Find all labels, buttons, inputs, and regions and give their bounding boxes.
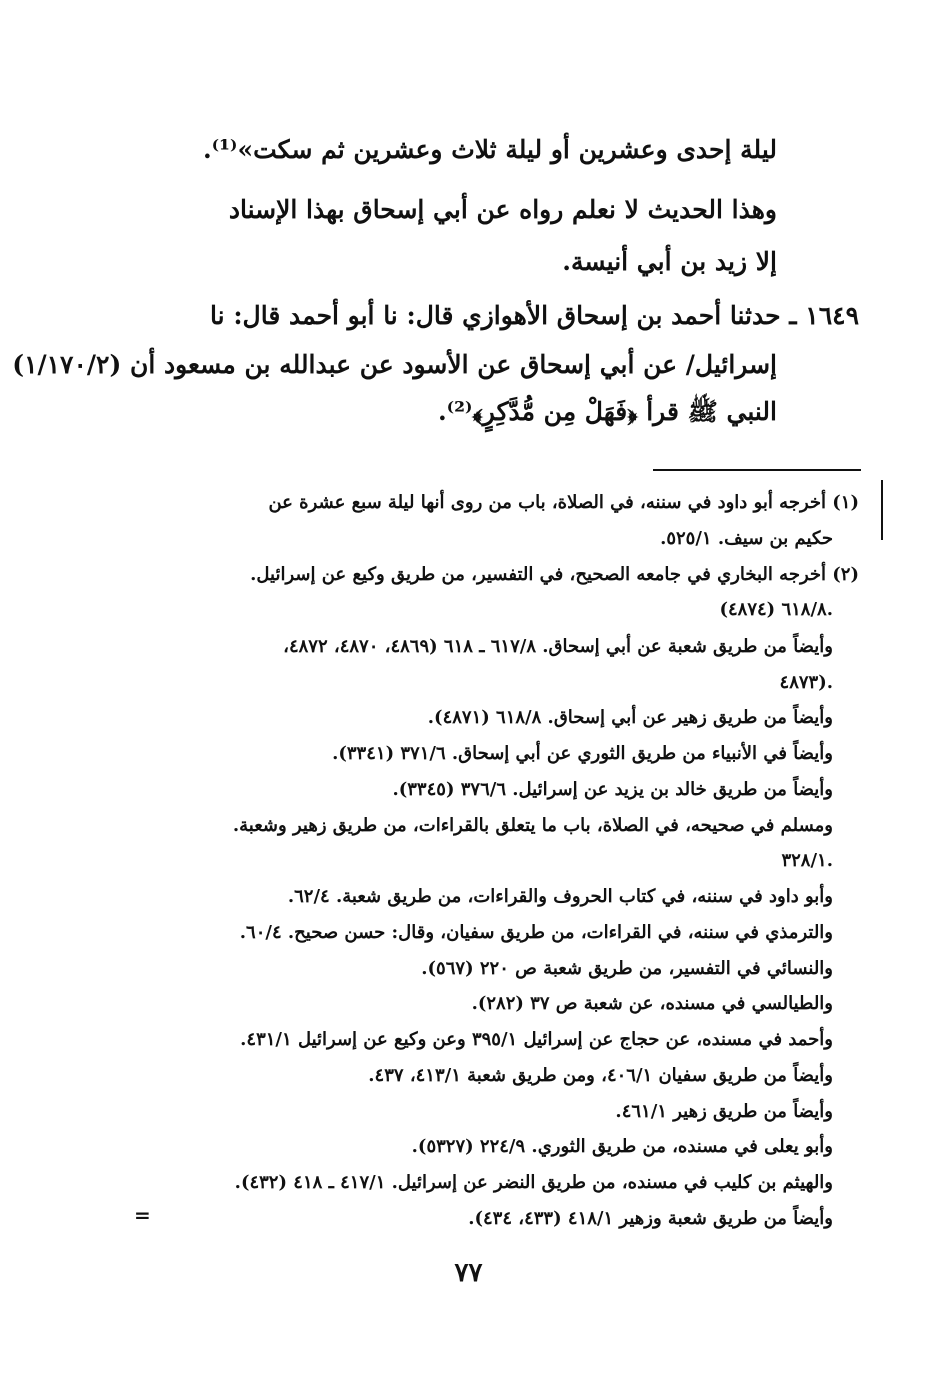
footnote-2-line-1: (٢) أخرجه البخاري في جامعه الصحيح، في التفسير، من طريق وكيع عن إسرائيل.	[250, 564, 859, 585]
main-line-2: وهذا الحديث لا نعلم رواه عن أبي إسحاق بهذا الإسناد	[228, 195, 777, 224]
footnote-line: والطيالسي في مسنده، عن شعبة ص ٣٧ (٢٨٢).	[471, 993, 833, 1014]
margin-bar	[881, 480, 883, 540]
footnote-line: وأيضاً من طريق زهير ٤٦١/١.	[615, 1101, 833, 1122]
footnote-line: وأحمد في مسنده، عن حجاج عن إسرائيل ٣٩٥/١ وعن وكيع عن إسرائيل ٤٣١/١.	[240, 1029, 833, 1050]
main-line-1: ليلة إحدى وعشرين أو ليلة ثلاث وعشرين ثم سكت»⁽¹⁾.	[202, 135, 777, 164]
page-number: ٧٧	[454, 1258, 483, 1288]
footnote-line: ٤٨٧٣).	[779, 672, 833, 693]
footnote-line: وأيضاً من طريق شعبة عن أبي إسحاق. ٦١٧/٨ ـ ٦١٨ (٤٨٦٩، ٤٨٧٠، ٤٨٧٢،	[283, 636, 833, 657]
footnote-line: وأيضاً من طريق سفيان ٤٠٦/١، ومن طريق شعبة ٤١٣/١، ٤٣٧.	[368, 1065, 833, 1086]
footnote-line: والهيثم بن كليب في مسنده، من طريق النضر عن إسرائيل. ٤١٧/١ ـ ٤١٨ (٤٣٢).	[234, 1172, 833, 1193]
hadith-1649-line-3: النبي ﷺ قرأ ﴿فَهَلْ مِن مُّدَّكِرٍ﴾⁽²⁾.	[437, 397, 777, 426]
hadith-1649-line-2: إسرائيل/ عن أبي إسحاق عن الأسود عن عبدالله بن مسعود أن (١/١٧٠/٢)	[12, 350, 777, 379]
main-line-3: إلا زيد بن أبي أنيسة.	[562, 247, 777, 276]
continuation-mark: =	[134, 1203, 151, 1227]
footnote-2-line-2: ٦١٨/٨ (٤٨٧٤).	[719, 599, 833, 620]
footnote-line: والترمذي في سننه، في القراءات، من طريق سفيان، وقال: حسن صحيح. ٦٠/٤.	[239, 922, 833, 943]
hadith-1649-line-1: ١٦٤٩ ـ حدثنا أحمد بن إسحاق الأهوازي قال: نا أبو أحمد قال: نا	[210, 301, 859, 330]
footnote-line: وأبو يعلى في مسنده، من طريق الثوري. ٢٢٤/٩ (٥٣٢٧).	[411, 1136, 833, 1157]
footnote-line: وأبو داود في سننه، في كتاب الحروف والقراءات، من طريق شعبة. ٦٢/٤.	[287, 886, 833, 907]
footnote-line: وأيضاً من طريق زهير عن أبي إسحاق. ٦١٨/٨ (٤٨٧١).	[427, 707, 833, 728]
footnote-line: وأيضاً من طريق شعبة وزهير ٤١٨/١ (٤٣٣، ٤٣٤).	[468, 1208, 833, 1229]
footnote-1-line-2: حكيم بن سيف. ٥٢٥/١.	[660, 528, 833, 549]
footnote-line: ومسلم في صحيحه، في الصلاة، باب ما يتعلق بالقراءات، من طريق زهير وشعبة.	[232, 815, 833, 836]
footnote-line: والنسائي في التفسير، من طريق شعبة ص ٢٢٠ (٥٦٧).	[421, 958, 833, 979]
footnote-separator	[653, 469, 861, 471]
footnote-line: ٣٢٨/١.	[781, 850, 833, 871]
footnote-1-line-1: (١) أخرجه أبو داود في سننه، في الصلاة، باب من روى أنها ليلة سبع عشرة عن	[268, 492, 859, 513]
footnote-line: وأيضاً من طريق خالد بن يزيد عن إسرائيل. ٣٧٦/٦ (٣٣٤٥).	[392, 779, 833, 800]
footnote-line: وأيضاً في الأنبياء من طريق الثوري عن أبي إسحاق. ٣٧١/٦ (٣٣٤١).	[332, 743, 833, 764]
